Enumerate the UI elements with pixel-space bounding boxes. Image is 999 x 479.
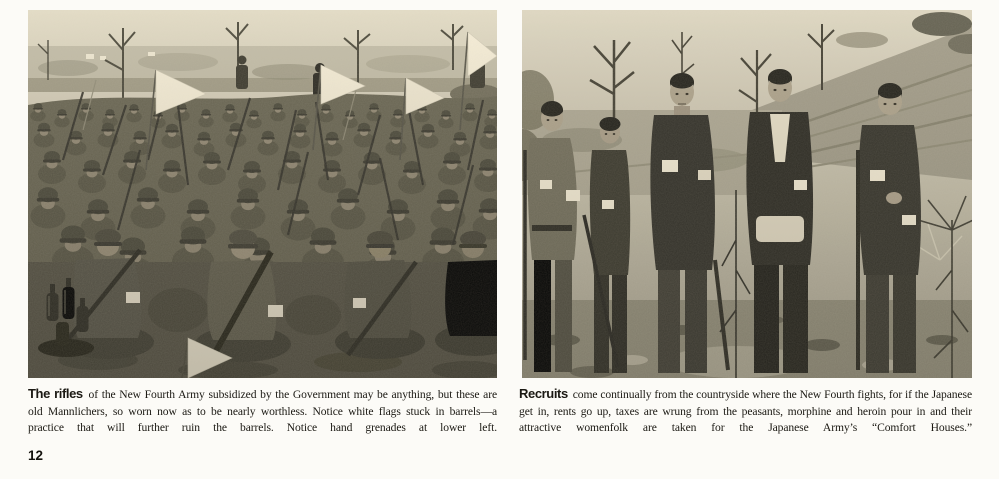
page-number: 12 [28, 448, 44, 463]
caption-right-lead: Recruits [519, 386, 568, 401]
photo-recruits-standing [522, 10, 972, 378]
film-grain [522, 10, 972, 378]
caption-left-lead: The rifles [28, 386, 83, 401]
photo-soldiers-seated [28, 10, 497, 378]
caption-right-body: come continually from the countryside where the New Fourth fights, for if the Japanese get in, rents go up, taxes are wrung from the peasants, morphine and heroin pour in and their attractive womenfolk are taken for the Japanese Army’s “Comfort Houses.” [519, 388, 972, 435]
caption-right [519, 386, 972, 437]
caption-left [28, 386, 497, 437]
caption-left-body: of the New Fourth Army subsidized by the Government may be anything, but these are old Mannlichers, so worn now as to be nearly worthless. Notice white flags stuck in barrels—a practice that will further ruin the barrels. Notice hand grenades at lower left. [28, 388, 497, 435]
film-grain [28, 10, 497, 378]
